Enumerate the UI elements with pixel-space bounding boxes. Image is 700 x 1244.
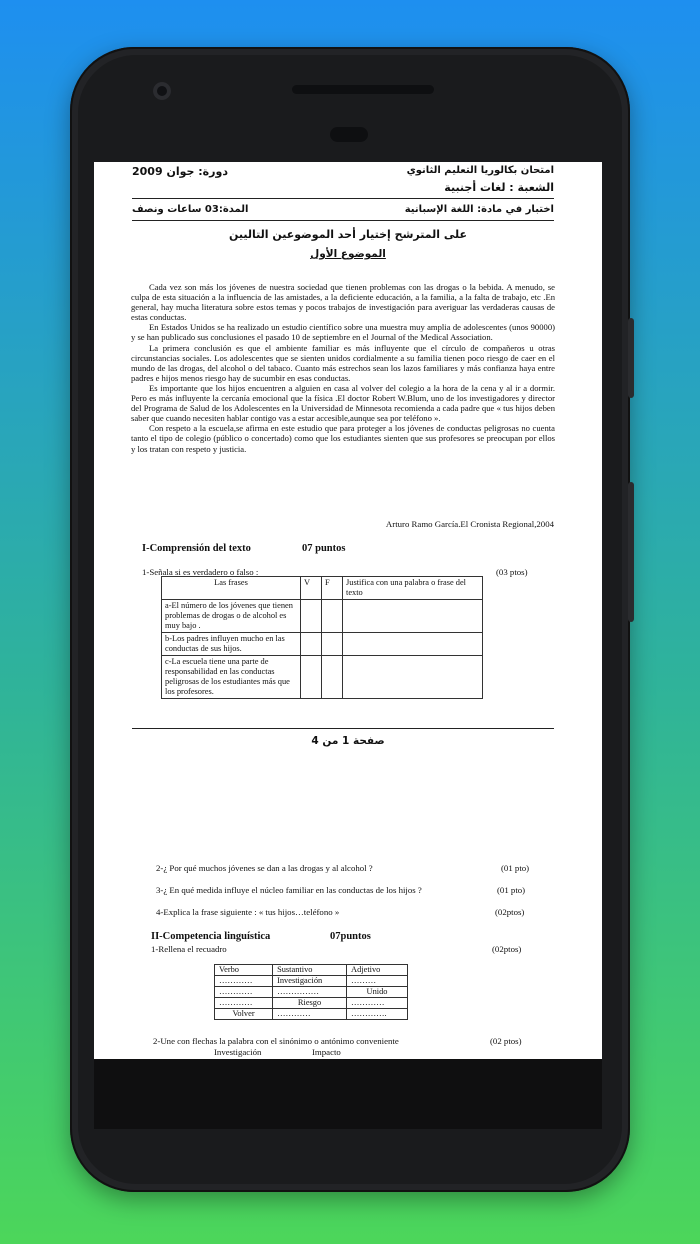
question-3-points: (01 pto) [497,885,526,895]
grid-header-verbo: Verbo [215,965,273,976]
section-2-question-2: 2-Une con flechas la palabra con el sinónimo o antónimo conveniente [153,1036,399,1046]
topic-title: الموضوع الأول [310,248,386,260]
cell-a-justifica[interactable] [343,600,483,633]
grid-cell[interactable]: …………… [273,987,347,998]
cell-b-v[interactable] [301,633,322,656]
question-1-points: (03 ptos) [496,567,528,577]
grid-cell: Volver [215,1009,273,1020]
col-frases: Las frases [162,577,301,600]
section-2-question-1-points: (02ptos) [492,944,522,954]
paragraph-4: Es importante que los hijos encuentren a alguien en casa al volver del colegio a la hora de la cena y al ir a dormir. Pero es más influyente la cercanía emocional que la física .El doctor Robert W.Blum, uno de los investigadores y director del Programa de Salud de los Adolescentes en la Universidad de Minnesota recomienda a cada padre que « tus hijos deben saber que cuando necesiten hablar contigo vas a estar accesible,aunque sea por teléfono ». [131,382,555,424]
exam-session: دورة: جوان 2009 [132,165,228,178]
navigation-bar-area [94,1059,602,1129]
question-4-points: (02ptos) [495,907,525,917]
section-1-points: 07 puntos [302,543,346,554]
grid-cell: Investigación [273,976,347,987]
question-3: 3-¿ En qué medida influye el núcleo familiar en las conductas de los hijos ? [156,885,422,895]
table-row-a: a-El número de los jóvenes que tienen problemas de drogas o de alcohol es muy bajo . [162,600,301,633]
header-divider [132,198,554,199]
grid-cell: Unido [347,987,408,998]
text-source: Arturo Ramo García.El Cronista Regional,2004 [385,519,554,529]
grid-cell[interactable]: ………… [215,976,273,987]
question-2-points: (01 pto) [501,863,530,873]
table-row-c: c-La escuela tiene una parte de responsabilidad en las conductas peligrosas de los estudiantes más que los profesores. [162,656,301,699]
grid-cell[interactable]: ………… [273,1009,347,1020]
grid-cell[interactable]: ………… [215,998,273,1009]
earpiece-speaker [292,85,434,94]
proximity-sensor [330,127,368,142]
page-footer-divider [132,728,554,729]
page-number: صفحة 1 من 4 [311,735,385,747]
col-f: F [322,577,343,600]
col-v: V [301,577,322,600]
col-justifica: Justifica con una palabra o frase del texto [343,577,483,600]
paragraph-1: Cada vez son más los jóvenes de nuestra sociedad que tienen problemas con las drogas o la bebida. A menudo, se culpa de esta situación a la influencia de las amistades, a la deficiente educación, a la familia, a la falta de trabajo, etc .En general, hay mucha literatura sobre estos temas y pocos trabajos de investigación para averiguar las verdaderas causas de estas conductas. [131,282,555,323]
exam-instruction: على المترشح إختيار أحد الموضوعين التاليين [229,228,467,241]
paragraph-3: La primera conclusión es que el ambiente familiar es más influyente que el círculo de compañeros u otras circunstancias sociales. Los adolescentes que se sienten unidos cordialmente a su familia tienen poco riesgo de caer en el mundo de las drogas, del alcohol o del tabaco. Cuanto más estrechos sean los lazos familiares y más confianza haya entre padres e hijos menos riesgo hay de sucumbir en esas conductas. [131,342,555,383]
grid-header-adjetivo: Adjetivo [347,965,408,976]
cell-a-f[interactable] [322,600,343,633]
grid-cell[interactable]: ………… [215,987,273,998]
header-divider-2 [132,220,554,221]
word-family-table [214,964,408,1020]
true-false-table [161,576,483,699]
exam-subject: اختبار في مادة: اللغة الإسبانية [404,204,554,215]
match-word-right[interactable]: Impacto [312,1047,341,1057]
front-camera-icon [153,82,171,100]
section-2-points: 07puntos [330,931,371,942]
power-button[interactable] [628,318,634,398]
grid-header-sustantivo: Sustantivo [273,965,347,976]
document-screen[interactable] [94,162,602,1059]
grid-cell: Riesgo [273,998,347,1009]
section-2-question-2-points: (02 ptos) [490,1036,522,1046]
match-word-left[interactable]: Investigación [214,1047,262,1057]
grid-cell[interactable]: ………… [347,998,408,1009]
reading-text [131,282,555,454]
section-1-title: I-Comprensión del texto [142,543,251,554]
paragraph-5: Con respeto a la escuela,se afirma en este estudio que para proteger a los jóvenes de conductas peligrosas no cuenta tanto el tipo de colegio (público o concertado) como que los estudiantes sienten que sus profesores se preocupan por ellos y los tratan con respeto y justicia. [131,423,555,454]
paragraph-2: En Estados Unidos se ha realizado un estudio científico sobre una muestra muy amplia de adolescentes (unos 90000) y se han publicado sus conclusiones el pasado 10 de septiembre en el Journal of the Medical Association. [131,322,555,343]
question-2: 2-¿ Por qué muchos jóvenes se dan a las drogas y al alcohol ? [156,863,373,873]
section-2-question-1: 1-Rellena el recuadro [151,944,227,954]
question-4: 4-Explica la frase siguiente : « tus hijos…teléfono » [156,907,340,917]
volume-button[interactable] [628,482,634,622]
cell-c-justifica[interactable] [343,656,483,699]
table-row-b: b-Los padres influyen mucho en las conductas de sus hijos. [162,633,301,656]
grid-cell[interactable]: ……… [347,976,408,987]
question-1: 1-Señala si es verdadero o falso : [142,567,259,577]
cell-b-justifica[interactable] [343,633,483,656]
grid-cell[interactable]: …………. [347,1009,408,1020]
cell-a-v[interactable] [301,600,322,633]
cell-c-f[interactable] [322,656,343,699]
section-2-title: II-Competencia linguística [151,931,271,942]
exam-branch: الشعبة : لغات أجنبية [444,181,554,194]
cell-b-f[interactable] [322,633,343,656]
exam-duration: المدة:03 ساعات ونصف [132,204,249,215]
cell-c-v[interactable] [301,656,322,699]
exam-title: امتحان بكالوريا التعليم الثانوي [406,165,554,176]
